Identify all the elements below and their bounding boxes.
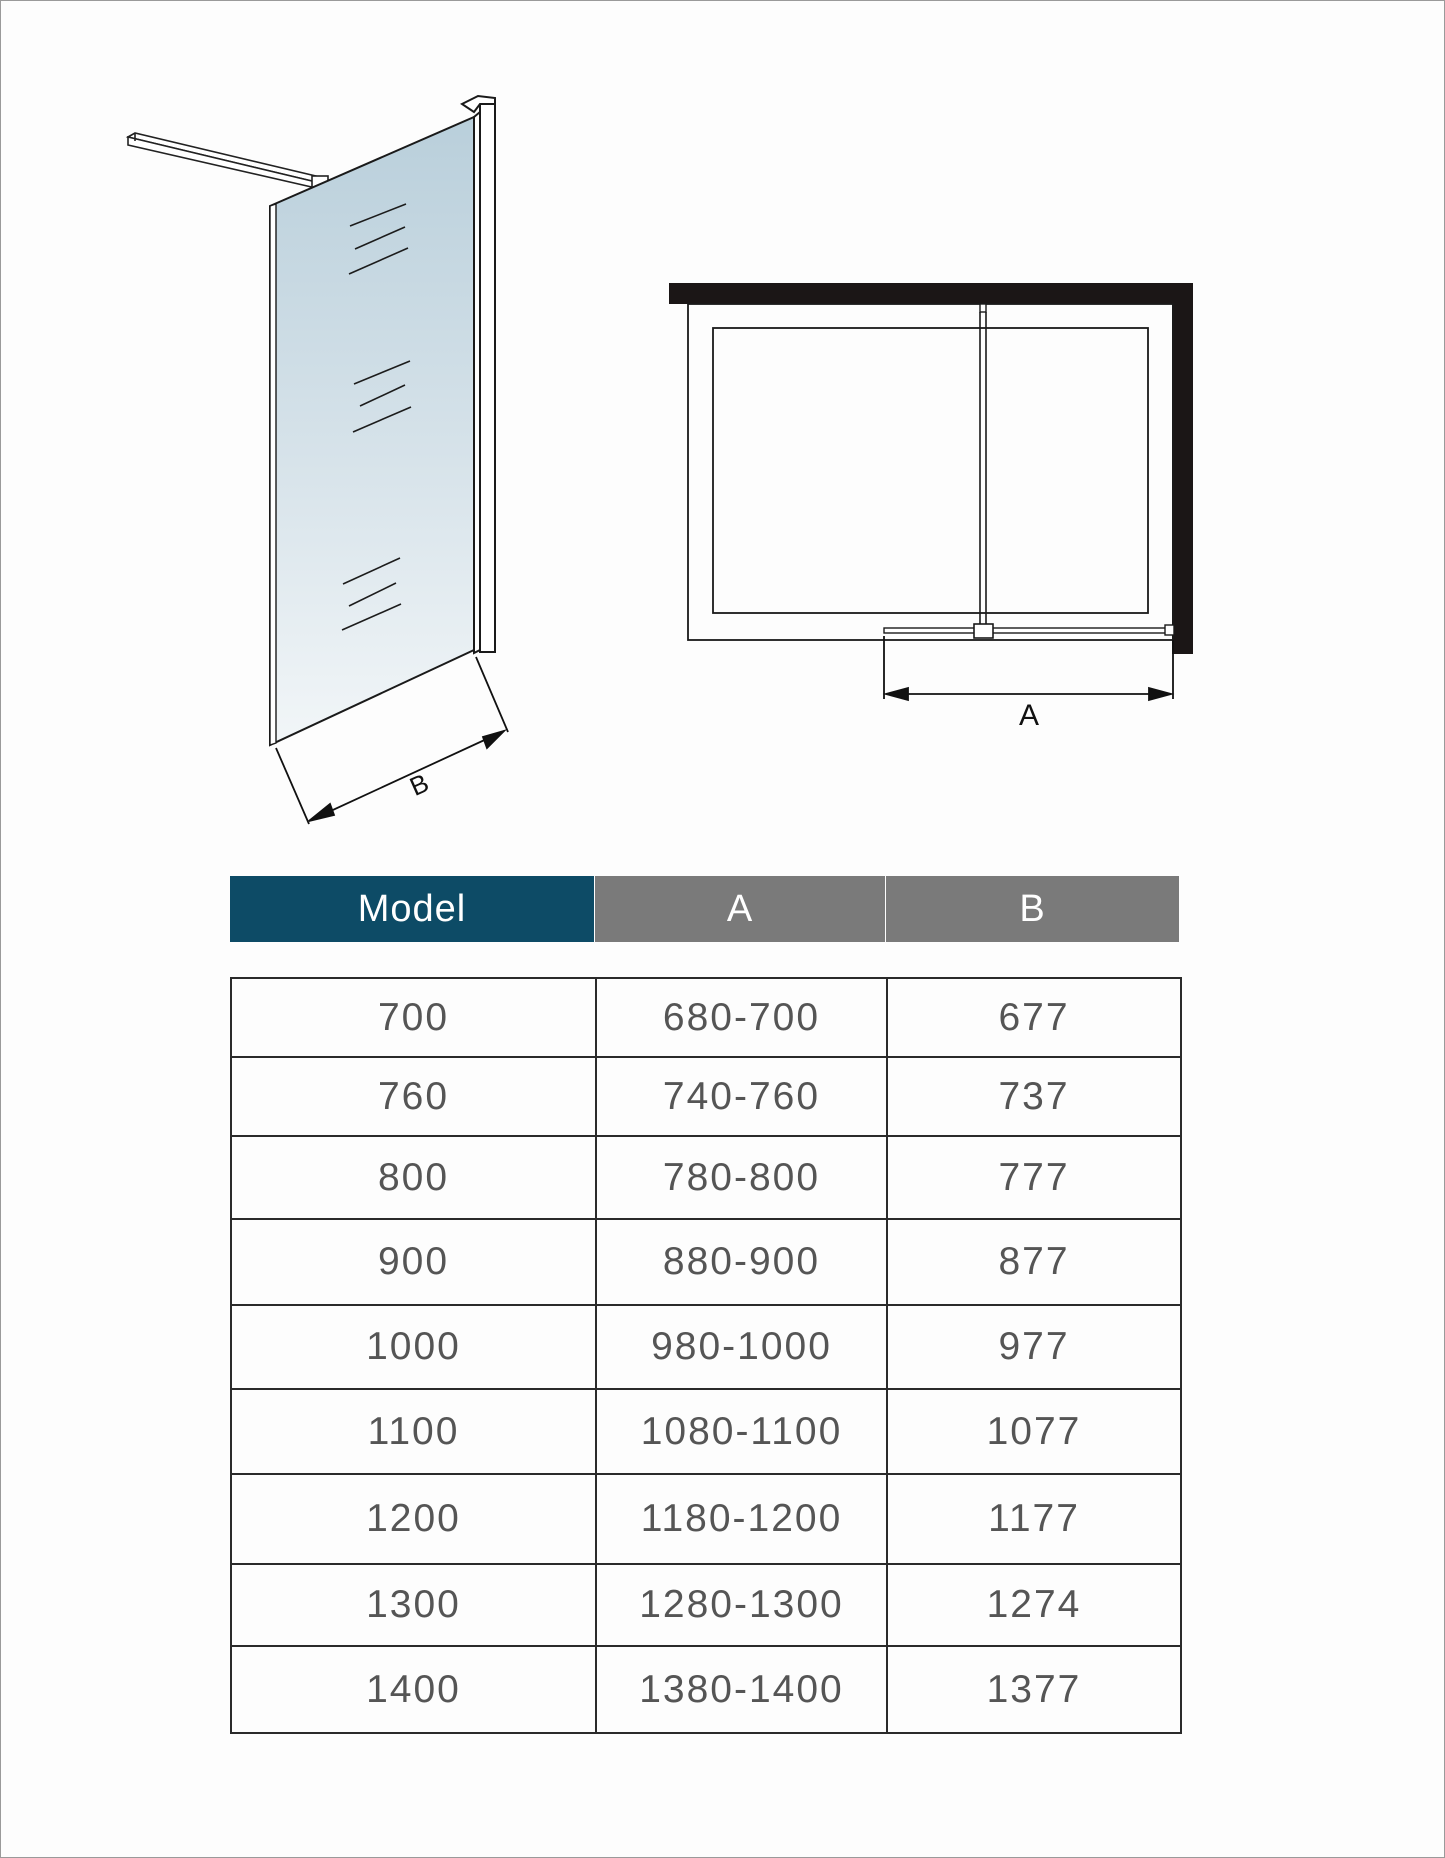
cell-model: 800 <box>231 1136 596 1219</box>
cell-model: 760 <box>231 1057 596 1136</box>
shower-tray-outline <box>688 304 1173 640</box>
header-b: B <box>886 876 1179 942</box>
cell-a: 1080-1100 <box>596 1389 887 1474</box>
table-row <box>231 1219 1181 1305</box>
side-wall <box>1172 283 1193 654</box>
cell-a: 1180-1200 <box>596 1474 887 1564</box>
table-row <box>231 1564 1181 1646</box>
cell-model: 1000 <box>231 1305 596 1389</box>
cell-a: 1380-1400 <box>596 1646 887 1733</box>
shower-tray-inner <box>713 328 1148 613</box>
cell-b: 1077 <box>887 1389 1181 1474</box>
cell-b: 777 <box>887 1136 1181 1219</box>
glass-panel <box>270 117 474 745</box>
plan-glass-panel <box>884 628 1174 633</box>
dimension-a-label: A <box>1018 699 1040 732</box>
back-wall <box>669 283 1192 304</box>
table-row <box>231 978 1181 1057</box>
cell-b: 977 <box>887 1305 1181 1389</box>
cell-model: 900 <box>231 1219 596 1305</box>
support-arm <box>128 133 328 197</box>
cell-a: 740-760 <box>596 1057 887 1136</box>
dimension-a <box>884 636 1173 700</box>
cell-b: 677 <box>887 978 1181 1057</box>
cell-model: 1200 <box>231 1474 596 1564</box>
cell-a: 680-700 <box>596 978 887 1057</box>
cell-model: 1100 <box>231 1389 596 1474</box>
cell-a: 780-800 <box>596 1136 887 1219</box>
cell-model: 1300 <box>231 1564 596 1646</box>
plan-view <box>669 283 1193 732</box>
table-row <box>231 1136 1181 1219</box>
header-model: Model <box>230 876 594 942</box>
cell-b: 877 <box>887 1219 1181 1305</box>
perspective-view <box>128 96 508 824</box>
cell-b: 1177 <box>887 1474 1181 1564</box>
cell-model: 700 <box>231 978 596 1057</box>
cell-model: 1400 <box>231 1646 596 1733</box>
cell-a: 980-1000 <box>596 1305 887 1389</box>
dimension-b-label: B <box>405 767 434 802</box>
cell-b: 1274 <box>887 1564 1181 1646</box>
table-row <box>231 1057 1181 1136</box>
header-a: A <box>595 876 885 942</box>
table-row <box>231 1646 1181 1733</box>
cell-b: 1377 <box>887 1646 1181 1733</box>
table-row <box>231 1389 1181 1474</box>
cell-a: 880-900 <box>596 1219 887 1305</box>
table-row <box>231 1474 1181 1564</box>
cell-b: 737 <box>887 1057 1181 1136</box>
table-row <box>231 1305 1181 1389</box>
cell-a: 1280-1300 <box>596 1564 887 1646</box>
dimensions-table <box>230 977 1182 1734</box>
